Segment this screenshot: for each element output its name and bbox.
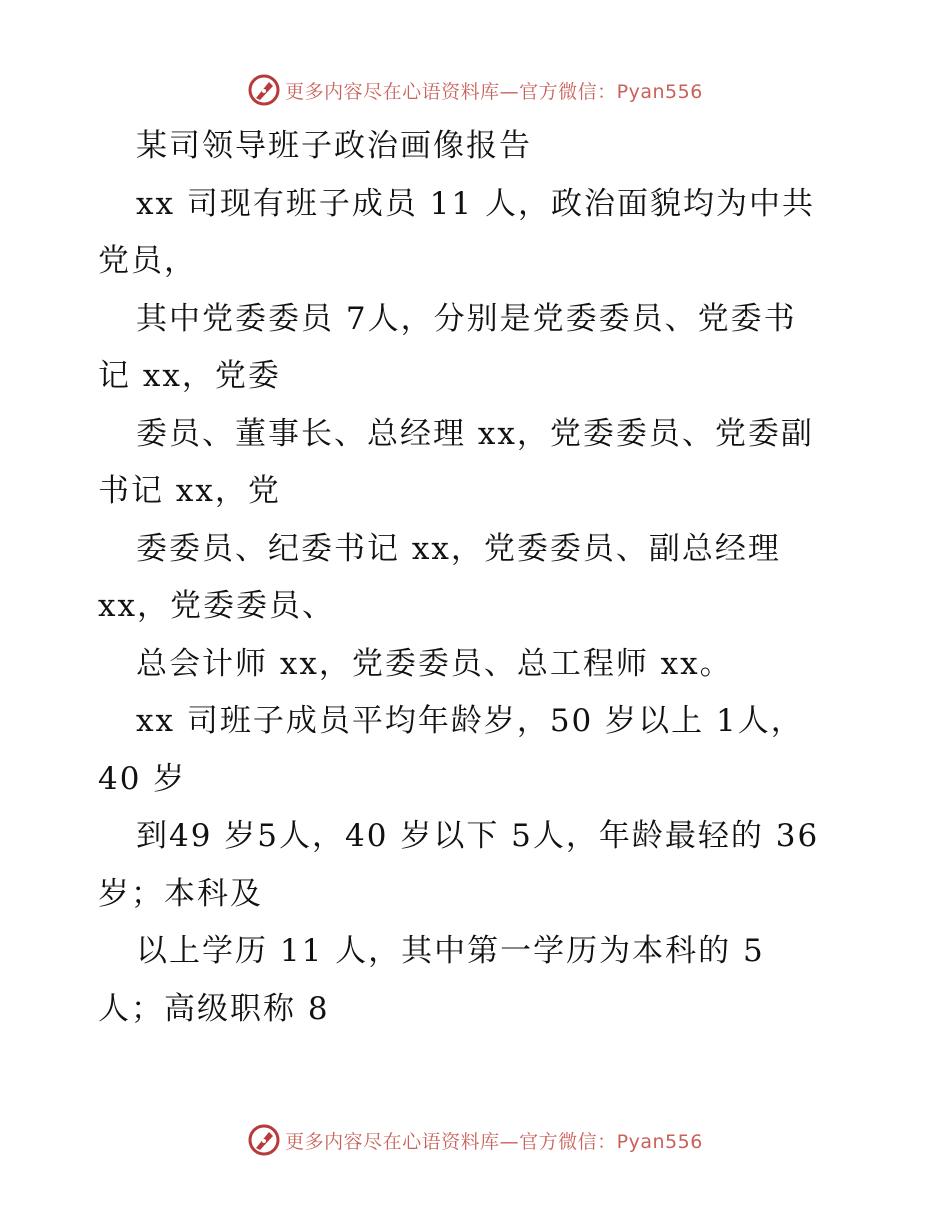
paragraph-line: xx，党委委员、 — [98, 588, 335, 624]
pen-logo-icon — [247, 73, 281, 107]
paragraph-line: xx 司班子成员平均年龄岁，50 岁以上 1人， — [136, 703, 804, 739]
pen-logo-icon — [247, 1123, 281, 1157]
footer-banner — [0, 1120, 950, 1160]
paragraph-line: 总会计师 xx，党委委员、总工程师 xx。 — [136, 645, 733, 682]
banner-text: 更多内容尽在心语资料库—官方微信：Pyan556 — [285, 1130, 703, 1153]
paragraph-line: 人；高级职称 8 — [98, 990, 330, 1027]
paragraph-line: 委委员、纪委书记 xx，党委委员、副总经理 — [136, 530, 781, 567]
paragraph-line: 以上学历 11 人，其中第一学历为本科的 5 — [136, 933, 765, 969]
document-body — [98, 118, 858, 1038]
header-banner — [0, 70, 950, 110]
paragraph-line: 其中党委委员 7人，分别是党委委员、党委书 — [136, 300, 797, 337]
paragraph-line: 委员、董事长、总经理 xx，党委委员、党委副 — [136, 415, 814, 452]
paragraph-line: 书记 xx，党 — [98, 473, 281, 509]
paragraph-line: 党员， — [98, 243, 197, 279]
paragraph-line: 岁；本科及 — [98, 875, 263, 912]
paragraph-line: 40 岁 — [98, 760, 187, 797]
document-title: 某司领导班子政治画像报告 — [136, 128, 532, 164]
paragraph-line: 到49 岁5人，40 岁以下 5人，年龄最轻的 36 — [136, 818, 820, 854]
banner-text: 更多内容尽在心语资料库—官方微信：Pyan556 — [285, 80, 703, 103]
paragraph-line: 记 xx，党委 — [98, 358, 281, 394]
paragraph-line: xx 司现有班子成员 11 人，政治面貌均为中共 — [136, 185, 815, 222]
